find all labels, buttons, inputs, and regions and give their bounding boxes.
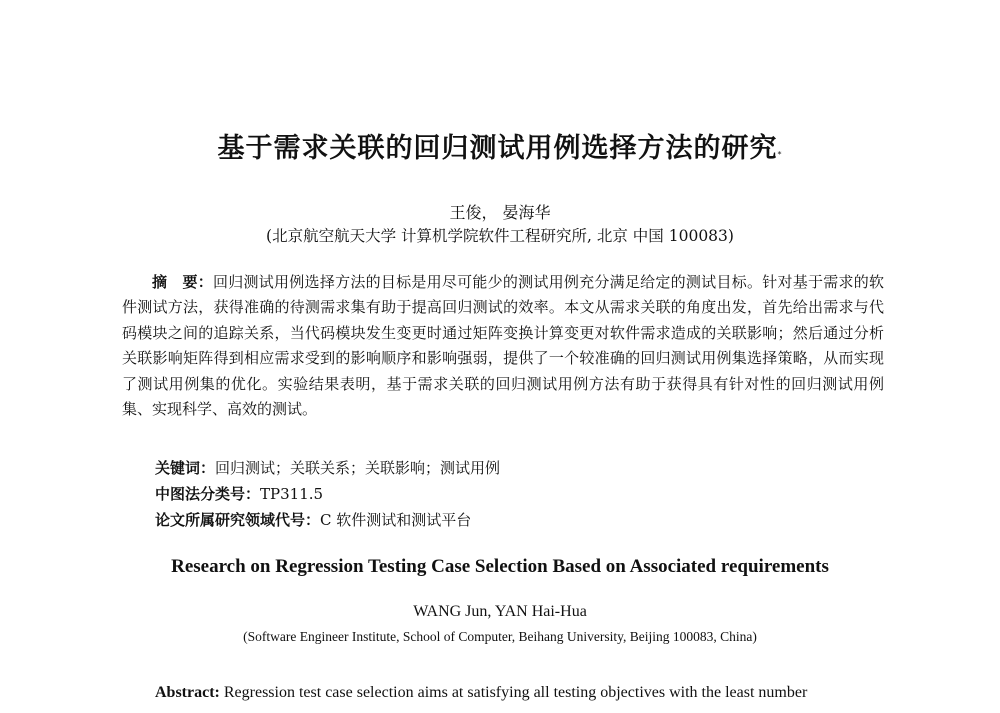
keywords-label: 关键词： — [155, 459, 216, 477]
research-field-label: 论文所属研究领域代号： — [155, 511, 321, 529]
english-abstract-text: Regression test case selection aims at satisfying all testing objectives with the least number — [223, 684, 808, 701]
chinese-title — [0, 126, 1000, 165]
keywords-line — [155, 457, 500, 478]
classification-line — [155, 483, 323, 504]
english-abstract — [155, 681, 885, 705]
english-title: Research on Regression Testing Case Selection Based on Associated requirements — [171, 556, 829, 577]
english-authors: WANG Jun, YAN Hai-Hua — [413, 603, 587, 620]
classification-label: 中图法分类号： — [155, 485, 261, 503]
chinese-affiliation: (北京航空航天大学 计算机学院软件工程研究所, 北京 中国 100083) — [266, 227, 734, 245]
chinese-abstract-text: 回归测试用例选择方法的目标是用尽可能少的测试用例充分满足给定的测试目标。针对基于需求的软件测试方法，获得准确的待测需求集有助于提高回归测试的效率。本文从需求关联的角度出发，首先给出需求与代码模块之间的追踪关系，当代码模块发生变更时通过矩阵变换计算变更对软件需求造成的关联影响；然后通过分析关联影响矩阵得到相应需求受到的影响顺序和影响强弱，提供了一个较准确的回归测试用例集选择策略，从而实现了测试用例集的优化。实验结果表明，基于需求关联的回归测试用例方法有助于获得具有针对性的回归测试用例集、实现科学、高效的测试。 — [122, 273, 884, 419]
research-field-line — [155, 509, 471, 530]
chinese-abstract-label: 摘 要： — [152, 273, 214, 291]
title-footnote-mark: * — [777, 150, 783, 159]
chinese-abstract — [122, 270, 884, 422]
research-field-value: C 软件测试和测试平台 — [320, 511, 472, 529]
keywords-value: 回归测试；关联关系；关联影响；测试用例 — [215, 459, 501, 477]
english-affiliation: (Software Engineer Institute, School of Computer, Beihang University, Beijing 100083, China) — [243, 629, 757, 644]
classification-value: TP311.5 — [260, 485, 324, 503]
chinese-title-text: 基于需求关联的回归测试用例选择方法的研究 — [217, 133, 778, 164]
chinese-authors: 王俊， 晏海华 — [449, 203, 551, 222]
english-abstract-label: Abstract: — [155, 684, 220, 701]
